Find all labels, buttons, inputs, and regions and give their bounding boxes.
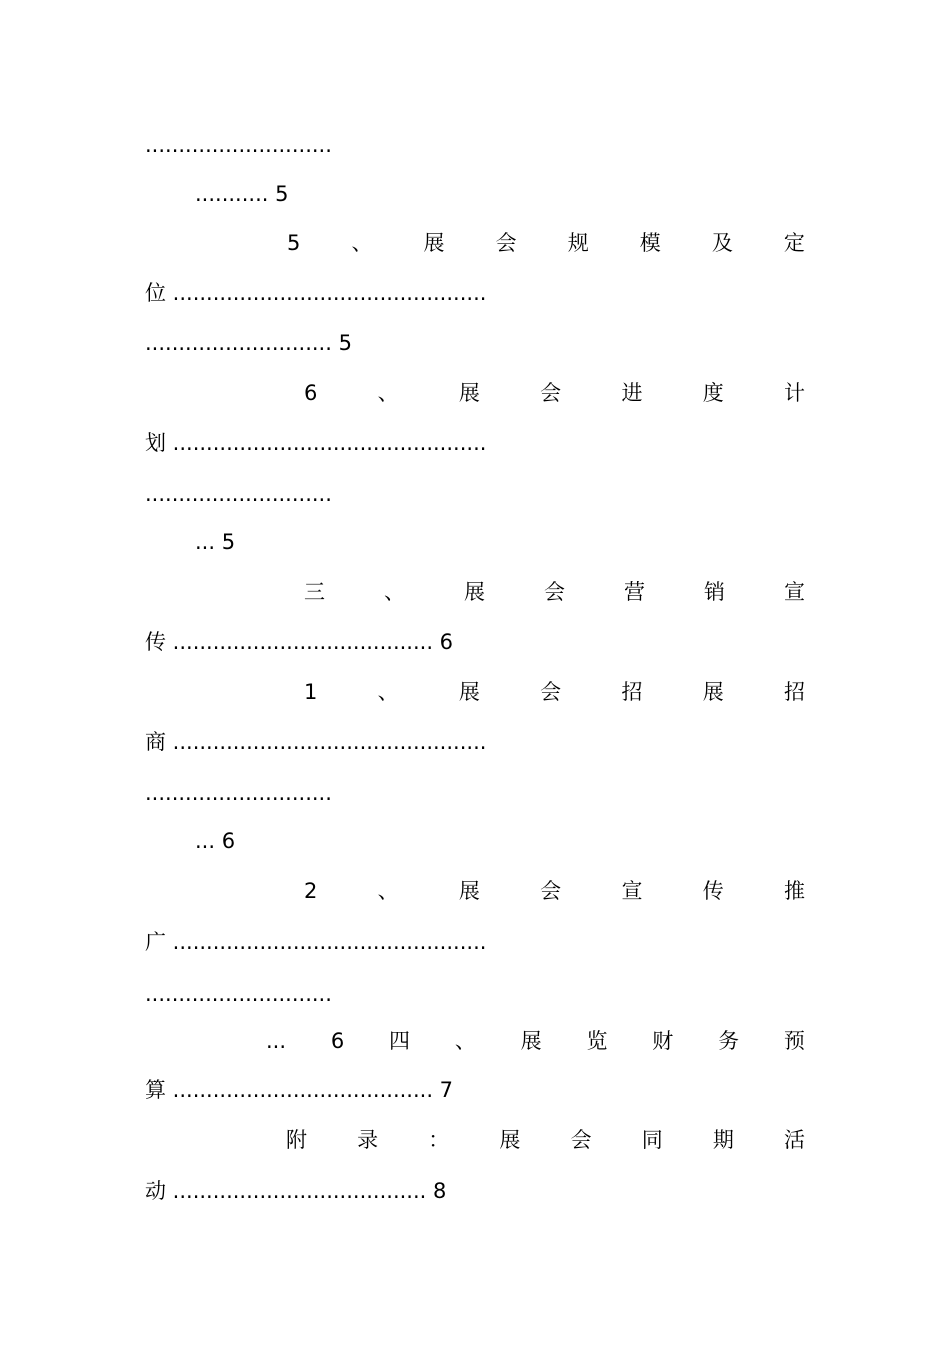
toc-line-15: ... 6 <box>195 829 236 853</box>
toc-char: 5 <box>287 231 301 255</box>
toc-char: 计 <box>783 381 805 405</box>
toc-char: 展 <box>458 381 480 405</box>
toc-char: 展 <box>520 1029 542 1053</box>
toc-char: 务 <box>718 1029 740 1053</box>
toc-char: 会 <box>540 381 562 405</box>
toc-char: 推 <box>783 879 805 903</box>
toc-char: ： <box>428 1128 450 1152</box>
toc-line-22: 动 ...................................... 8 <box>145 1179 447 1203</box>
toc-char: 传 <box>702 879 724 903</box>
toc-char: 期 <box>712 1128 734 1152</box>
toc-char: 招 <box>783 680 805 704</box>
toc-char: 览 <box>586 1029 608 1053</box>
toc-char: 会 <box>540 879 562 903</box>
toc-char: 及 <box>711 231 733 255</box>
toc-char: 录 <box>357 1128 379 1152</box>
toc-line-07: 划 ............................................... <box>145 431 487 455</box>
toc-line-11: 传 ....................................... 6 <box>145 630 454 654</box>
toc-char: 模 <box>639 231 661 255</box>
toc-line-05: ............................ 5 <box>145 331 352 355</box>
toc-char: 会 <box>540 680 562 704</box>
toc-char: 2 <box>304 879 318 903</box>
toc-char: 展 <box>499 1128 521 1152</box>
toc-line-16 <box>304 878 805 904</box>
toc-line-19 <box>266 1028 805 1054</box>
toc-line-01: ............................ <box>145 133 332 157</box>
toc-char: 销 <box>704 580 725 604</box>
toc-line-14: ............................ <box>145 781 332 805</box>
toc-line-03 <box>287 230 805 256</box>
toc-char: 6 <box>304 381 318 405</box>
toc-char: 规 <box>567 231 589 255</box>
toc-char: 定 <box>783 231 805 255</box>
toc-line-08: ............................ <box>145 482 332 506</box>
toc-char: 三 <box>304 580 325 604</box>
toc-char: 四 <box>389 1029 411 1053</box>
toc-char: 6 <box>330 1029 345 1053</box>
toc-char: 、 <box>377 680 399 704</box>
toc-char: 展 <box>702 680 724 704</box>
toc-line-20: 算 ....................................... 7 <box>145 1078 454 1102</box>
toc-line-06 <box>304 380 805 406</box>
toc-char: 展 <box>464 580 485 604</box>
toc-char: 、 <box>454 1029 476 1053</box>
toc-char: 宣 <box>621 879 643 903</box>
toc-char: 展 <box>458 680 480 704</box>
toc-char: 预 <box>783 1029 805 1053</box>
toc-char: 附 <box>286 1128 307 1152</box>
toc-char: 、 <box>377 879 399 903</box>
toc-line-17: 广 ............................................... <box>145 930 487 954</box>
toc-char: 会 <box>570 1128 592 1152</box>
toc-char: 展 <box>458 879 480 903</box>
toc-char: ... <box>266 1029 287 1053</box>
toc-char: 宣 <box>784 580 805 604</box>
toc-line-09: ... 5 <box>195 530 236 554</box>
toc-char: 财 <box>652 1029 674 1053</box>
toc-char: 会 <box>544 580 565 604</box>
toc-char: 会 <box>495 231 517 255</box>
toc-line-18: ............................ <box>145 982 332 1006</box>
toc-char: 进 <box>621 381 643 405</box>
toc-char: 活 <box>783 1128 805 1152</box>
toc-char: 1 <box>304 680 318 704</box>
toc-char: 营 <box>624 580 645 604</box>
toc-line-04: 位 ............................................... <box>145 281 487 305</box>
toc-char: 、 <box>351 231 373 255</box>
toc-line-12 <box>304 679 805 705</box>
toc-char: 同 <box>641 1128 663 1152</box>
toc-char: 、 <box>384 580 405 604</box>
toc-char: 、 <box>377 381 399 405</box>
toc-line-13: 商 ............................................... <box>145 730 487 754</box>
toc-char: 展 <box>423 231 445 255</box>
toc-line-21 <box>286 1127 805 1153</box>
toc-char: 招 <box>621 680 643 704</box>
toc-line-10 <box>304 579 805 605</box>
toc-line-02: ........... 5 <box>195 182 289 206</box>
toc-char: 度 <box>702 381 724 405</box>
